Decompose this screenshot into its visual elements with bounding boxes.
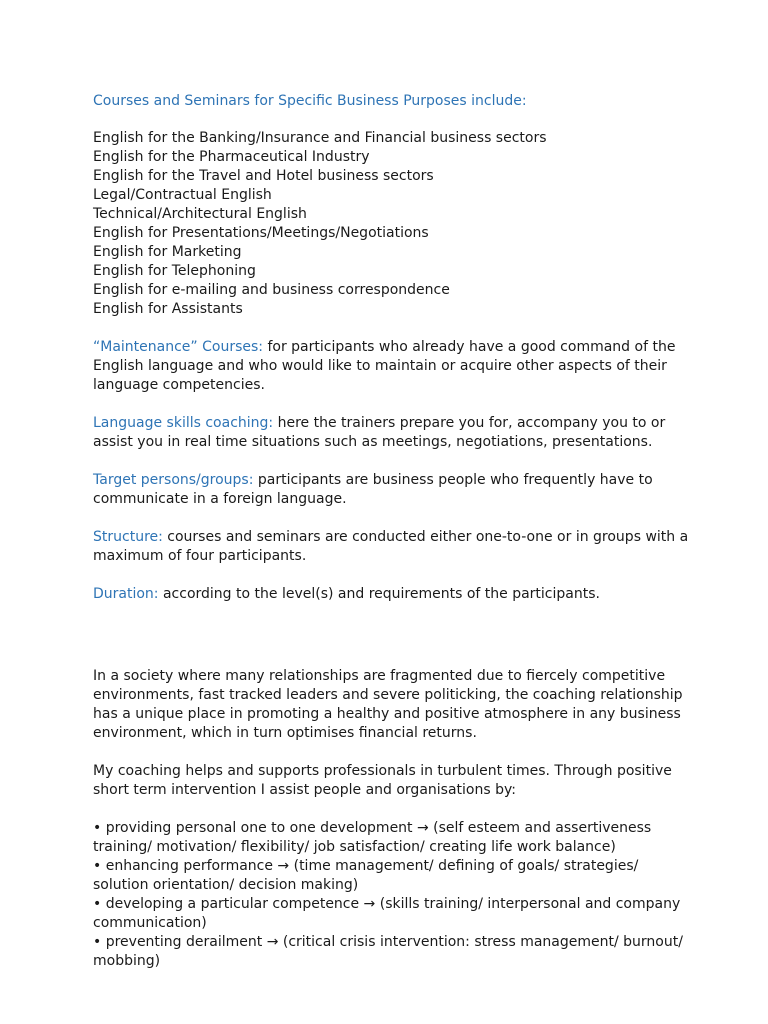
maintenance-courses-label: “Maintenance” Courses: bbox=[93, 339, 264, 355]
list-item: Technical/Architectural English bbox=[93, 206, 307, 222]
list-item: • providing personal one to one development → (self esteem and assertiveness training/ motivation/ flexibility/ job satisfaction/ creating life work balance) bbox=[93, 820, 652, 855]
structure-text: courses and seminars are conducted either one-to-one or in groups with a maximum of four participants. bbox=[93, 529, 689, 564]
list-item: Legal/Contractual English bbox=[93, 187, 272, 203]
coaching-intro-paragraph: In a society where many relationships are fragmented due to fiercely competitive environments, fast tracked leaders and severe politicking, the coaching relationship has a unique place in promoting a healthy and positive atmosphere in any business environment, which in turn optimises financial returns. bbox=[93, 668, 683, 741]
list-item: English for the Banking/Insurance and Financial business sectors bbox=[93, 130, 547, 146]
list-item: English for the Pharmaceutical Industry bbox=[93, 149, 370, 165]
list-item: English for Marketing bbox=[93, 244, 242, 260]
list-item: English for Assistants bbox=[93, 301, 243, 317]
maintenance-courses-paragraph bbox=[93, 338, 693, 395]
document-page bbox=[93, 92, 693, 971]
list-item: English for e-mailing and business correspondence bbox=[93, 282, 450, 298]
language-coaching-label: Language skills coaching: bbox=[93, 415, 274, 431]
section-spacer bbox=[93, 623, 693, 667]
coaching-bullets-list bbox=[93, 819, 693, 971]
duration-text: according to the level(s) and requirements of the participants. bbox=[158, 586, 600, 602]
courses-list bbox=[93, 129, 693, 319]
duration-label: Duration: bbox=[93, 586, 159, 602]
section-heading: Courses and Seminars for Specific Business Purposes include: bbox=[93, 93, 527, 109]
target-groups-paragraph bbox=[93, 471, 693, 509]
structure-paragraph bbox=[93, 528, 693, 566]
list-item: English for the Travel and Hotel business sectors bbox=[93, 168, 434, 184]
language-coaching-paragraph bbox=[93, 414, 693, 452]
language-coaching-text: here the trainers prepare you for, accompany you to or assist you in real time situations such as meetings, negotiations, presentations. bbox=[93, 415, 666, 450]
structure-label: Structure: bbox=[93, 529, 163, 545]
list-item: • enhancing performance → (time management/ defining of goals/ strategies/ solution orientation/ decision making) bbox=[93, 858, 639, 893]
list-item: English for Presentations/Meetings/Negotiations bbox=[93, 225, 429, 241]
maintenance-courses-text: for participants who already have a good command of the English language and who would like to maintain or acquire other aspects of their language competencies. bbox=[93, 339, 676, 393]
target-groups-text: participants are business people who frequently have to communicate in a foreign language. bbox=[93, 472, 653, 507]
duration-paragraph bbox=[93, 585, 693, 604]
list-item: • preventing derailment → (critical crisis intervention: stress management/ burnout/ mobbing) bbox=[93, 934, 683, 969]
list-item: English for Telephoning bbox=[93, 263, 256, 279]
coaching-lead-paragraph: My coaching helps and supports professionals in turbulent times. Through positive short term intervention I assist people and organisations by: bbox=[93, 763, 672, 798]
target-groups-label: Target persons/groups: bbox=[93, 472, 254, 488]
list-item: • developing a particular competence → (skills training/ interpersonal and company communication) bbox=[93, 896, 681, 931]
